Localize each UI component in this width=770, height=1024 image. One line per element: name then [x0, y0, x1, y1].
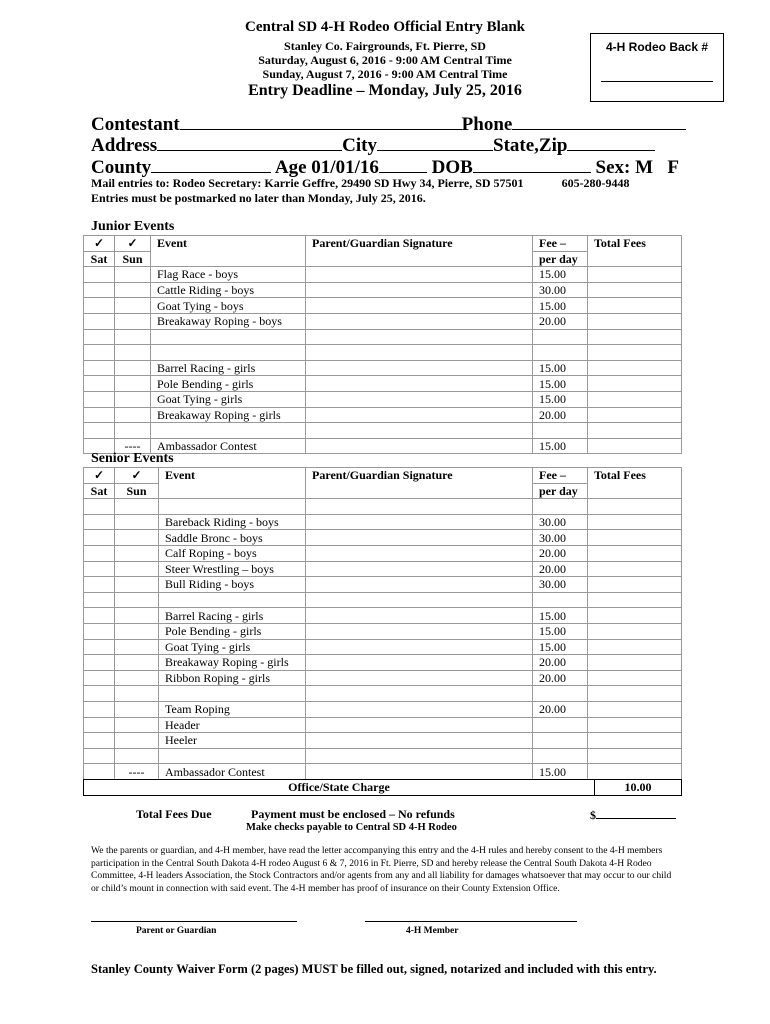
form-title: Central SD 4-H Rodeo Official Entry Blank — [245, 19, 525, 35]
sun-checkbox[interactable] — [115, 670, 159, 686]
event-row — [84, 282, 682, 298]
sun-checkbox[interactable] — [115, 298, 151, 314]
event-name: Header — [159, 717, 306, 733]
date-sunday: Sunday, August 7, 2016 - 9:00 AM Central Time — [262, 67, 508, 81]
total-fees-field[interactable] — [588, 530, 682, 546]
office-charge-value: 10.00 — [624, 780, 652, 794]
event-row — [84, 577, 682, 593]
sun-checkbox[interactable] — [115, 577, 159, 593]
sun-box[interactable] — [115, 748, 159, 764]
mail-address: Mail entries to: Rodeo Secretary: Karrie Geffre, 29490 SD Hwy 34, Pierre, SD 57501 — [91, 176, 524, 190]
signature-field[interactable] — [306, 686, 533, 702]
event-fee: 20.00 — [533, 561, 588, 577]
event-fee: 30.00 — [533, 514, 588, 530]
total-fees-field[interactable] — [588, 514, 682, 530]
signature-field[interactable] — [306, 499, 533, 515]
total-field[interactable] — [588, 423, 682, 439]
office-charge-label: Office/State Charge — [288, 780, 390, 794]
event-fee: 30.00 — [533, 282, 588, 298]
sun-checkbox[interactable] — [115, 733, 159, 749]
sat-checkbox[interactable] — [84, 639, 115, 655]
sun-checkbox[interactable] — [115, 376, 151, 392]
event-fee: 20.00 — [533, 701, 588, 717]
sat-checkbox[interactable] — [84, 655, 115, 671]
event-fee: 15.00 — [533, 360, 588, 376]
event-row — [84, 376, 682, 392]
back-number-box — [590, 33, 724, 102]
sun-checkbox[interactable] — [115, 623, 159, 639]
dob-label: DOB — [431, 157, 473, 178]
county-field[interactable] — [151, 155, 271, 173]
mail-info — [91, 176, 630, 206]
event-name: Ribbon Roping - girls — [159, 670, 306, 686]
address-label: Address — [91, 135, 158, 156]
age-field[interactable] — [379, 155, 427, 173]
signature-field[interactable] — [306, 733, 533, 749]
signature-field[interactable] — [306, 639, 533, 655]
office-state-charge — [83, 779, 682, 796]
event-row — [84, 701, 682, 717]
sat-check-icon: ✓ — [84, 468, 115, 484]
sat-checkbox[interactable] — [84, 407, 115, 423]
event-name: Flag Race - boys — [151, 267, 306, 283]
location-text: Stanley Co. Fairgrounds, Ft. Pierre, SD — [284, 39, 486, 53]
parent-signature-line[interactable] — [91, 921, 297, 922]
signature-field[interactable] — [306, 592, 533, 608]
event-fee: 15.00 — [533, 639, 588, 655]
total-field[interactable] — [588, 499, 682, 515]
entry-deadline: Entry Deadline – Monday, July 25, 2016 — [248, 82, 522, 99]
sun-checkbox[interactable] — [115, 530, 159, 546]
sat-checkbox[interactable] — [84, 267, 115, 283]
total-fees-field[interactable] — [588, 577, 682, 593]
event-row — [84, 733, 682, 749]
total-fees-field[interactable] — [588, 545, 682, 561]
sat-checkbox[interactable] — [84, 561, 115, 577]
sat-box[interactable] — [84, 329, 115, 345]
event-row — [84, 360, 682, 376]
sat-box[interactable] — [84, 499, 115, 515]
event-fee: 20.00 — [533, 407, 588, 423]
event-name: Barrel Racing - girls — [151, 360, 306, 376]
parent-signature-label: Parent or Guardian — [136, 926, 217, 936]
total-fees-field[interactable] — [588, 438, 682, 454]
age-label: Age 01/01/16 — [274, 157, 379, 178]
event-fee — [533, 717, 588, 733]
signature-field[interactable] — [306, 764, 533, 780]
sun-checkbox[interactable] — [115, 655, 159, 671]
per-day-header: per day — [533, 251, 588, 267]
sun-checkbox[interactable] — [115, 267, 151, 283]
signature-field[interactable] — [306, 376, 533, 392]
event-fee: 20.00 — [533, 545, 588, 561]
sat-checkbox[interactable] — [84, 530, 115, 546]
city-label: City — [342, 135, 377, 156]
signature-field[interactable] — [306, 298, 533, 314]
sat-box[interactable] — [84, 423, 115, 439]
sun-check-icon: ✓ — [115, 236, 151, 252]
fee-cell — [533, 499, 588, 515]
signature-field[interactable] — [306, 623, 533, 639]
fee-cell — [533, 686, 588, 702]
waiver-footer-note: Stanley County Waiver Form (2 pages) MUST be filled out, signed, notarized and included with this entry. — [91, 962, 657, 976]
sun-box[interactable] — [115, 592, 159, 608]
signature-field[interactable] — [306, 577, 533, 593]
total-fees-field[interactable] — [588, 764, 682, 780]
sat-checkbox[interactable] — [84, 577, 115, 593]
sat-checkbox[interactable] — [84, 376, 115, 392]
fee-header: Fee – — [533, 468, 588, 484]
fee-cell — [533, 345, 588, 361]
signature-field[interactable] — [306, 748, 533, 764]
event-row — [84, 655, 682, 671]
sat-checkbox[interactable] — [84, 670, 115, 686]
sex-label[interactable]: Sex: M — [595, 157, 654, 178]
statezip-label: State,Zip — [493, 135, 568, 156]
signature-field[interactable] — [306, 423, 533, 439]
total-fees-field[interactable] — [588, 360, 682, 376]
sat-checkbox[interactable] — [84, 608, 115, 624]
event-name: Ambassador Contest — [159, 764, 306, 780]
signature-field[interactable] — [306, 561, 533, 577]
sun-checkbox[interactable]: ---- — [115, 438, 151, 454]
event-row — [84, 670, 682, 686]
phone-label: Phone — [461, 114, 513, 135]
event-row — [84, 514, 682, 530]
total-fees-field[interactable] — [588, 639, 682, 655]
signature-header: Parent/Guardian Signature — [306, 468, 533, 499]
event-cell — [151, 423, 306, 439]
date-saturday: Saturday, August 6, 2016 - 9:00 AM Central Time — [258, 53, 512, 67]
fee-header: Fee – — [533, 236, 588, 252]
signature-field[interactable] — [306, 545, 533, 561]
sat-checkbox[interactable] — [84, 391, 115, 407]
sat-checkbox[interactable] — [84, 701, 115, 717]
event-fee: 15.00 — [533, 391, 588, 407]
total-fees-header: Total Fees — [588, 468, 682, 499]
total-fees-field[interactable] — [588, 282, 682, 298]
event-fee: 15.00 — [533, 608, 588, 624]
signature-field[interactable] — [306, 313, 533, 329]
sat-box[interactable] — [84, 686, 115, 702]
total-fees-field[interactable] — [588, 561, 682, 577]
postmark-note: Entries must be postmarked no later than Monday, July 25, 2016. — [91, 191, 426, 205]
total-field[interactable] — [588, 345, 682, 361]
total-fees-label: Total Fees Due — [136, 807, 212, 821]
signature-field[interactable] — [306, 360, 533, 376]
event-name: Bull Riding - boys — [159, 577, 306, 593]
event-header: Event — [159, 468, 306, 499]
city-field[interactable] — [377, 133, 493, 151]
total-fees-field[interactable] — [588, 376, 682, 392]
senior-events-table — [83, 467, 682, 780]
event-fee — [533, 733, 588, 749]
total-fees-field[interactable] — [588, 717, 682, 733]
junior-events-table — [83, 235, 682, 454]
phone-field[interactable] — [512, 112, 686, 130]
sun-checkbox[interactable]: ---- — [115, 764, 159, 780]
sat-header: Sat — [84, 251, 115, 267]
event-name: Heeler — [159, 733, 306, 749]
sun-box[interactable] — [115, 686, 159, 702]
total-field[interactable] — [588, 592, 682, 608]
total-fees-field[interactable] — [588, 701, 682, 717]
fee-cell — [533, 748, 588, 764]
event-name: Goat Tying - girls — [159, 639, 306, 655]
statezip-field[interactable] — [567, 133, 655, 151]
signature-field[interactable] — [306, 530, 533, 546]
sun-checkbox[interactable] — [115, 514, 159, 530]
sun-checkbox[interactable] — [115, 717, 159, 733]
event-fee: 30.00 — [533, 577, 588, 593]
sun-box[interactable] — [115, 345, 151, 361]
per-day-header: per day — [533, 483, 588, 499]
sat-checkbox[interactable] — [84, 717, 115, 733]
signature-field[interactable] — [306, 655, 533, 671]
payment-note: Payment must be enclosed – No refunds — [251, 807, 455, 821]
sat-checkbox[interactable] — [84, 733, 115, 749]
back-number-label: 4-H Rodeo Back # — [605, 40, 709, 54]
sun-checkbox[interactable] — [115, 608, 159, 624]
event-row — [84, 717, 682, 733]
waiver-paragraph: We the parents or guardian, and 4-H member, have read the letter accompanying this entry and the 4-H rules and hereby consent to the 4-H members participation in the Central South Dakota 4-H rodeo August 6 & 7, 2016 in Ft. Pierre, SD and hereby release the Central South Dakota 4-H Rodeo Committee, 4-H leaders Association, the Stock Contractors and/or agents from any and all liability for damages whatsoever that may occur to our child or child’s mount in connection with said event. The 4-H member has proof of insurance on their County Extension Office. — [91, 845, 672, 894]
sat-box[interactable] — [84, 592, 115, 608]
fee-cell — [533, 592, 588, 608]
event-fee: 15.00 — [533, 764, 588, 780]
event-fee: 15.00 — [533, 298, 588, 314]
event-name: Cattle Riding - boys — [151, 282, 306, 298]
sun-checkbox[interactable] — [115, 639, 159, 655]
event-name: Bareback Riding - boys — [159, 514, 306, 530]
event-row — [84, 608, 682, 624]
total-field[interactable] — [588, 329, 682, 345]
event-name: Barrel Racing - girls — [159, 608, 306, 624]
event-row — [84, 267, 682, 283]
event-fee: 20.00 — [533, 670, 588, 686]
sun-checkbox[interactable] — [115, 313, 151, 329]
total-fees-field[interactable] — [588, 655, 682, 671]
sun-checkbox[interactable] — [115, 701, 159, 717]
sat-checkbox[interactable] — [84, 360, 115, 376]
event-name: Pole Bending - girls — [151, 376, 306, 392]
fee-cell — [533, 423, 588, 439]
signature-field[interactable] — [306, 438, 533, 454]
event-name: Breakaway Roping - boys — [151, 313, 306, 329]
senior-heading: Senior Events — [91, 451, 174, 466]
event-cell — [159, 686, 306, 702]
event-cell — [151, 329, 306, 345]
sun-box[interactable] — [115, 499, 159, 515]
sun-header: Sun — [115, 251, 151, 267]
address-row — [91, 133, 655, 157]
total-fees-field[interactable] — [588, 267, 682, 283]
sat-box[interactable] — [84, 345, 115, 361]
signature-field[interactable] — [306, 717, 533, 733]
sat-header: Sat — [84, 483, 115, 499]
sat-check-icon: ✓ — [84, 236, 115, 252]
sun-checkbox[interactable] — [115, 360, 151, 376]
event-name: Steer Wrestling – boys — [159, 561, 306, 577]
event-row — [84, 623, 682, 639]
total-fees-field[interactable] — [588, 733, 682, 749]
sun-header: Sun — [115, 483, 159, 499]
event-row — [84, 545, 682, 561]
total-field[interactable] — [588, 686, 682, 702]
sat-checkbox[interactable] — [84, 514, 115, 530]
event-row — [84, 764, 682, 780]
junior-heading: Junior Events — [91, 219, 175, 234]
event-fee: 15.00 — [533, 438, 588, 454]
signature-field[interactable] — [306, 267, 533, 283]
event-row — [84, 530, 682, 546]
event-fee: 15.00 — [533, 623, 588, 639]
sat-checkbox[interactable] — [84, 282, 115, 298]
total-fees-field[interactable] — [588, 608, 682, 624]
sat-checkbox[interactable] — [84, 298, 115, 314]
signature-field[interactable] — [306, 282, 533, 298]
signature-header: Parent/Guardian Signature — [306, 236, 533, 267]
total-fees-field[interactable] — [588, 623, 682, 639]
total-fees-field[interactable] — [588, 298, 682, 314]
event-row — [84, 407, 682, 423]
event-row — [84, 561, 682, 577]
total-fees-field[interactable] — [588, 313, 682, 329]
sat-checkbox[interactable] — [84, 623, 115, 639]
signature-field[interactable] — [306, 407, 533, 423]
event-cell — [159, 748, 306, 764]
event-fee: 15.00 — [533, 376, 588, 392]
sun-check-icon: ✓ — [115, 468, 159, 484]
total-field[interactable] — [588, 748, 682, 764]
sun-checkbox[interactable] — [115, 545, 159, 561]
event-name: Pole Bending - girls — [159, 623, 306, 639]
event-row — [84, 313, 682, 329]
total-fees-field[interactable] — [588, 670, 682, 686]
signature-field[interactable] — [306, 701, 533, 717]
signature-field[interactable] — [306, 391, 533, 407]
sat-checkbox[interactable] — [84, 545, 115, 561]
sun-checkbox[interactable] — [115, 282, 151, 298]
fee-cell — [533, 329, 588, 345]
checks-payable: Make checks payable to Central SD 4-H Rodeo — [246, 822, 457, 833]
event-fee: 20.00 — [533, 655, 588, 671]
event-header: Event — [151, 236, 306, 267]
member-signature-line[interactable] — [365, 921, 577, 922]
county-label: County — [91, 157, 152, 178]
sex-f-option[interactable]: F — [667, 157, 679, 178]
total-fees-header: Total Fees — [588, 236, 682, 267]
signature-field[interactable] — [306, 670, 533, 686]
signature-field[interactable] — [306, 514, 533, 530]
event-name: Breakaway Roping - girls — [151, 407, 306, 423]
event-name: Breakaway Roping - girls — [159, 655, 306, 671]
event-cell — [159, 499, 306, 515]
sun-checkbox[interactable] — [115, 407, 151, 423]
sun-box[interactable] — [115, 329, 151, 345]
event-name: Calf Roping - boys — [159, 545, 306, 561]
event-name: Saddle Bronc - boys — [159, 530, 306, 546]
sun-checkbox[interactable] — [115, 561, 159, 577]
contestant-field[interactable] — [180, 112, 462, 130]
signature-field[interactable] — [306, 329, 533, 345]
event-fee: 30.00 — [533, 530, 588, 546]
signature-field[interactable] — [306, 608, 533, 624]
sun-checkbox[interactable] — [115, 391, 151, 407]
signature-field[interactable] — [306, 345, 533, 361]
sat-box[interactable] — [84, 748, 115, 764]
event-cell — [159, 592, 306, 608]
event-name: Team Roping — [159, 701, 306, 717]
address-field[interactable] — [157, 133, 342, 151]
total-fees-field[interactable]: $ — [590, 807, 676, 823]
total-fees-field[interactable] — [588, 391, 682, 407]
contestant-label: Contestant — [91, 114, 180, 135]
sat-checkbox[interactable] — [84, 313, 115, 329]
sat-checkbox[interactable] — [84, 764, 115, 780]
event-cell — [151, 345, 306, 361]
back-number-field[interactable] — [601, 81, 713, 82]
event-name: Goat Tying - boys — [151, 298, 306, 314]
mail-phone: 605-280-9448 — [561, 176, 630, 190]
dob-field[interactable] — [473, 155, 591, 173]
sun-box[interactable] — [115, 423, 151, 439]
event-row — [84, 298, 682, 314]
member-signature-label: 4-H Member — [406, 926, 459, 936]
event-fee: 15.00 — [533, 267, 588, 283]
event-row — [84, 639, 682, 655]
event-name: Ambassador Contest — [151, 438, 306, 454]
event-name: Goat Tying - girls — [151, 391, 306, 407]
event-fee: 20.00 — [533, 313, 588, 329]
total-fees-field[interactable] — [588, 407, 682, 423]
event-row — [84, 391, 682, 407]
